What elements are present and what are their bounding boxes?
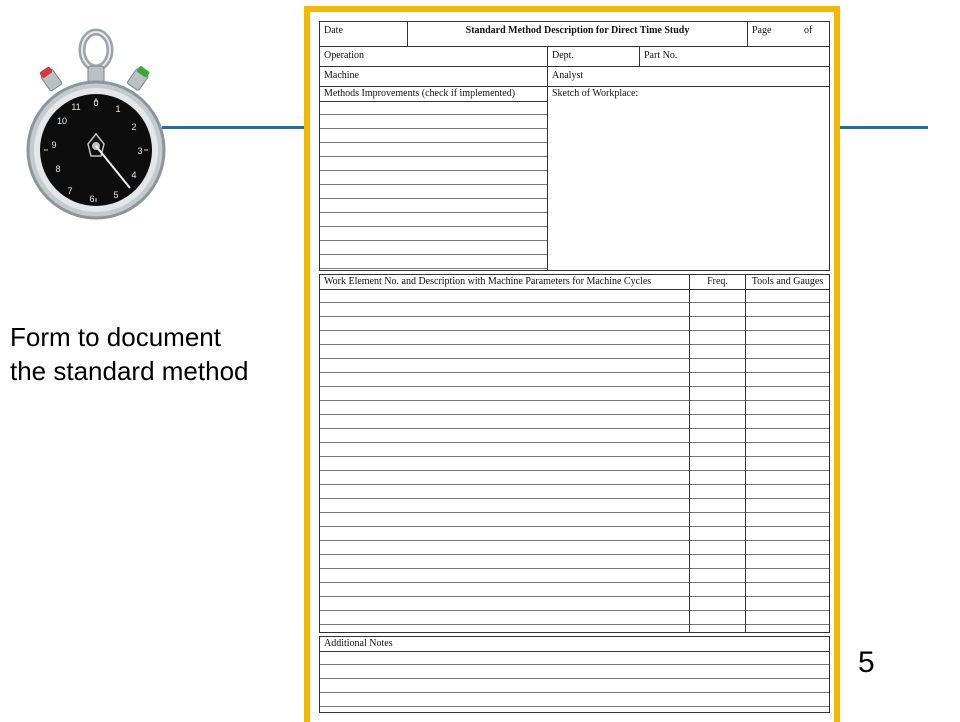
svg-text:1: 1 (115, 104, 121, 114)
operation-label: Operation (324, 50, 364, 61)
header-rule-left (162, 126, 306, 129)
of-label: of (804, 25, 813, 36)
header-rule-right (838, 126, 928, 129)
svg-text:3: 3 (137, 146, 143, 156)
svg-text:7: 7 (67, 186, 73, 196)
tools-column-divider (745, 289, 746, 633)
svg-text:0: 0 (93, 98, 99, 108)
sketch-of-workplace-box (547, 86, 830, 271)
additional-notes-header: Additional Notes (319, 636, 830, 652)
slide-caption (10, 320, 249, 388)
svg-text:4: 4 (131, 170, 137, 180)
work-element-lines (319, 289, 830, 633)
page-field (747, 21, 830, 47)
svg-text:10: 10 (56, 116, 68, 126)
page-label: Page (752, 25, 772, 36)
sketch-label: Sketch of Workplace: (552, 88, 639, 99)
analyst-label: Analyst (552, 70, 584, 81)
analyst-field (547, 66, 830, 87)
svg-text:9: 9 (51, 140, 57, 150)
work-element-header: Work Element No. and Description with Machine Parameters for Machine Cycles (319, 274, 690, 290)
slide-number: 5 (858, 646, 875, 679)
caption-line-2: the standard method (10, 356, 249, 386)
methods-improvements-header: Methods Improvements (check if implemented) (319, 86, 548, 102)
svg-text:11: 11 (71, 102, 81, 112)
freq-column-divider (689, 289, 690, 633)
form-title: Standard Method Description for Direct Time Study (407, 21, 748, 47)
standard-method-form (304, 6, 840, 722)
date-label: Date (324, 25, 343, 36)
part-no-label: Part No. (644, 50, 678, 61)
svg-text:6: 6 (89, 194, 95, 204)
machine-label: Machine (324, 70, 359, 81)
caption-line-1: Form to document (10, 322, 221, 352)
svg-text:5: 5 (113, 190, 119, 200)
additional-notes-lines (319, 651, 830, 713)
machine-field (319, 66, 548, 87)
stopwatch-icon (18, 20, 168, 230)
methods-improvements-lines (319, 101, 548, 271)
date-field (319, 21, 408, 47)
svg-text:8: 8 (55, 164, 61, 174)
dept-field (547, 46, 640, 67)
tools-gauges-header: Tools and Gauges (745, 274, 830, 290)
part-no-field (639, 46, 830, 67)
operation-field (319, 46, 548, 67)
form-paper (310, 12, 834, 722)
dept-label: Dept. (552, 50, 574, 61)
freq-header: Freq. (689, 274, 746, 290)
svg-text:2: 2 (131, 122, 137, 132)
